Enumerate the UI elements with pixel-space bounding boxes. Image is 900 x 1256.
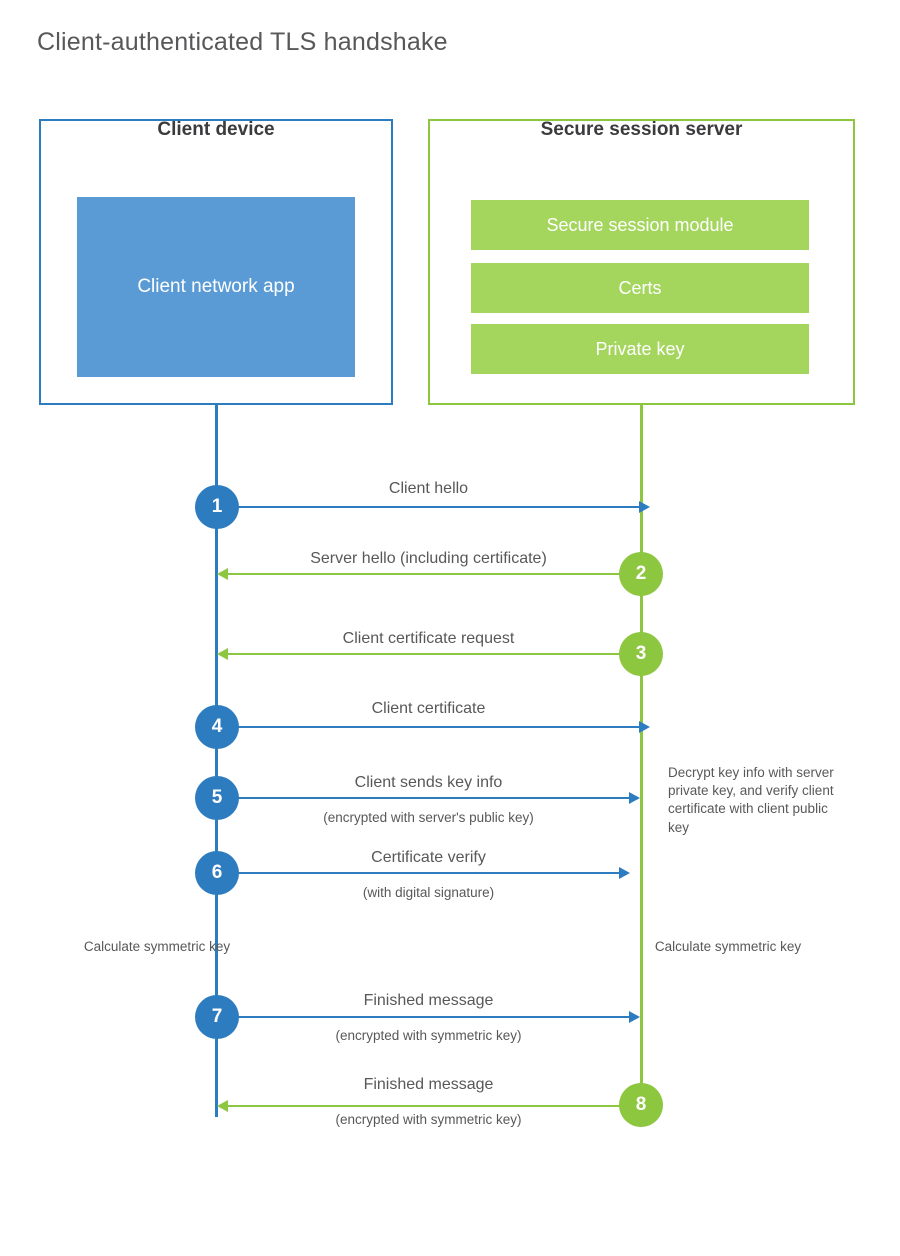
page-title: Client-authenticated TLS handshake	[37, 28, 448, 56]
step-badge-5[interactable]: 5	[195, 776, 239, 820]
label-step-7: Finished message	[363, 992, 494, 1009]
server-module-block: Secure session module	[471, 200, 809, 250]
sublabel-step-6: (with digital signature)	[362, 885, 495, 900]
step-badge-1[interactable]: 1	[195, 485, 239, 529]
note-server-calculate-symmetric-key: Calculate symmetric key	[654, 939, 802, 954]
label-step-4: Client certificate	[371, 700, 486, 717]
arrow-step-1	[217, 506, 640, 508]
client-network-app-block: Client network app	[77, 197, 355, 377]
arrow-head-right-icon	[639, 501, 650, 513]
label-step-8: Finished message	[363, 1076, 494, 1093]
note-server-decrypt: Decrypt key info with server private key, and verify client certificate with client public key	[668, 765, 834, 835]
arrow-step-3	[227, 653, 640, 655]
sublabel-step-5: (encrypted with server's public key)	[323, 810, 534, 825]
step-badge-2[interactable]: 2	[619, 552, 663, 596]
label-step-2: Server hello (including certificate)	[310, 550, 547, 567]
arrow-head-right-icon	[619, 867, 630, 879]
label-step-1: Client hello	[388, 480, 469, 497]
client-device-title: Client device	[157, 119, 275, 140]
server-certs-block: Certs	[471, 263, 809, 313]
sublabel-step-8: (encrypted with symmetric key)	[335, 1112, 522, 1127]
arrow-head-left-icon	[217, 1100, 228, 1112]
label-step-6: Certificate verify	[371, 849, 486, 866]
arrow-step-5	[217, 797, 630, 799]
arrow-step-7	[217, 1016, 630, 1018]
arrow-head-left-icon	[217, 648, 228, 660]
arrow-head-left-icon	[217, 568, 228, 580]
secure-session-server-title: Secure session server	[540, 119, 743, 140]
step-badge-3[interactable]: 3	[619, 632, 663, 676]
step-badge-8[interactable]: 8	[619, 1083, 663, 1127]
label-step-3: Client certificate request	[342, 630, 515, 647]
arrow-step-6	[217, 872, 620, 874]
arrow-step-4	[217, 726, 640, 728]
arrow-step-2	[227, 573, 640, 575]
step-badge-6[interactable]: 6	[195, 851, 239, 895]
step-badge-7[interactable]: 7	[195, 995, 239, 1039]
note-client-calculate-symmetric-key: Calculate symmetric key	[83, 939, 231, 954]
server-private-key-block: Private key	[471, 324, 809, 374]
label-step-5: Client sends key info	[354, 774, 503, 791]
step-badge-4[interactable]: 4	[195, 705, 239, 749]
arrow-head-right-icon	[629, 792, 640, 804]
arrow-head-right-icon	[629, 1011, 640, 1023]
arrow-step-8	[227, 1105, 620, 1107]
sublabel-step-7: (encrypted with symmetric key)	[335, 1028, 522, 1043]
arrow-head-right-icon	[639, 721, 650, 733]
